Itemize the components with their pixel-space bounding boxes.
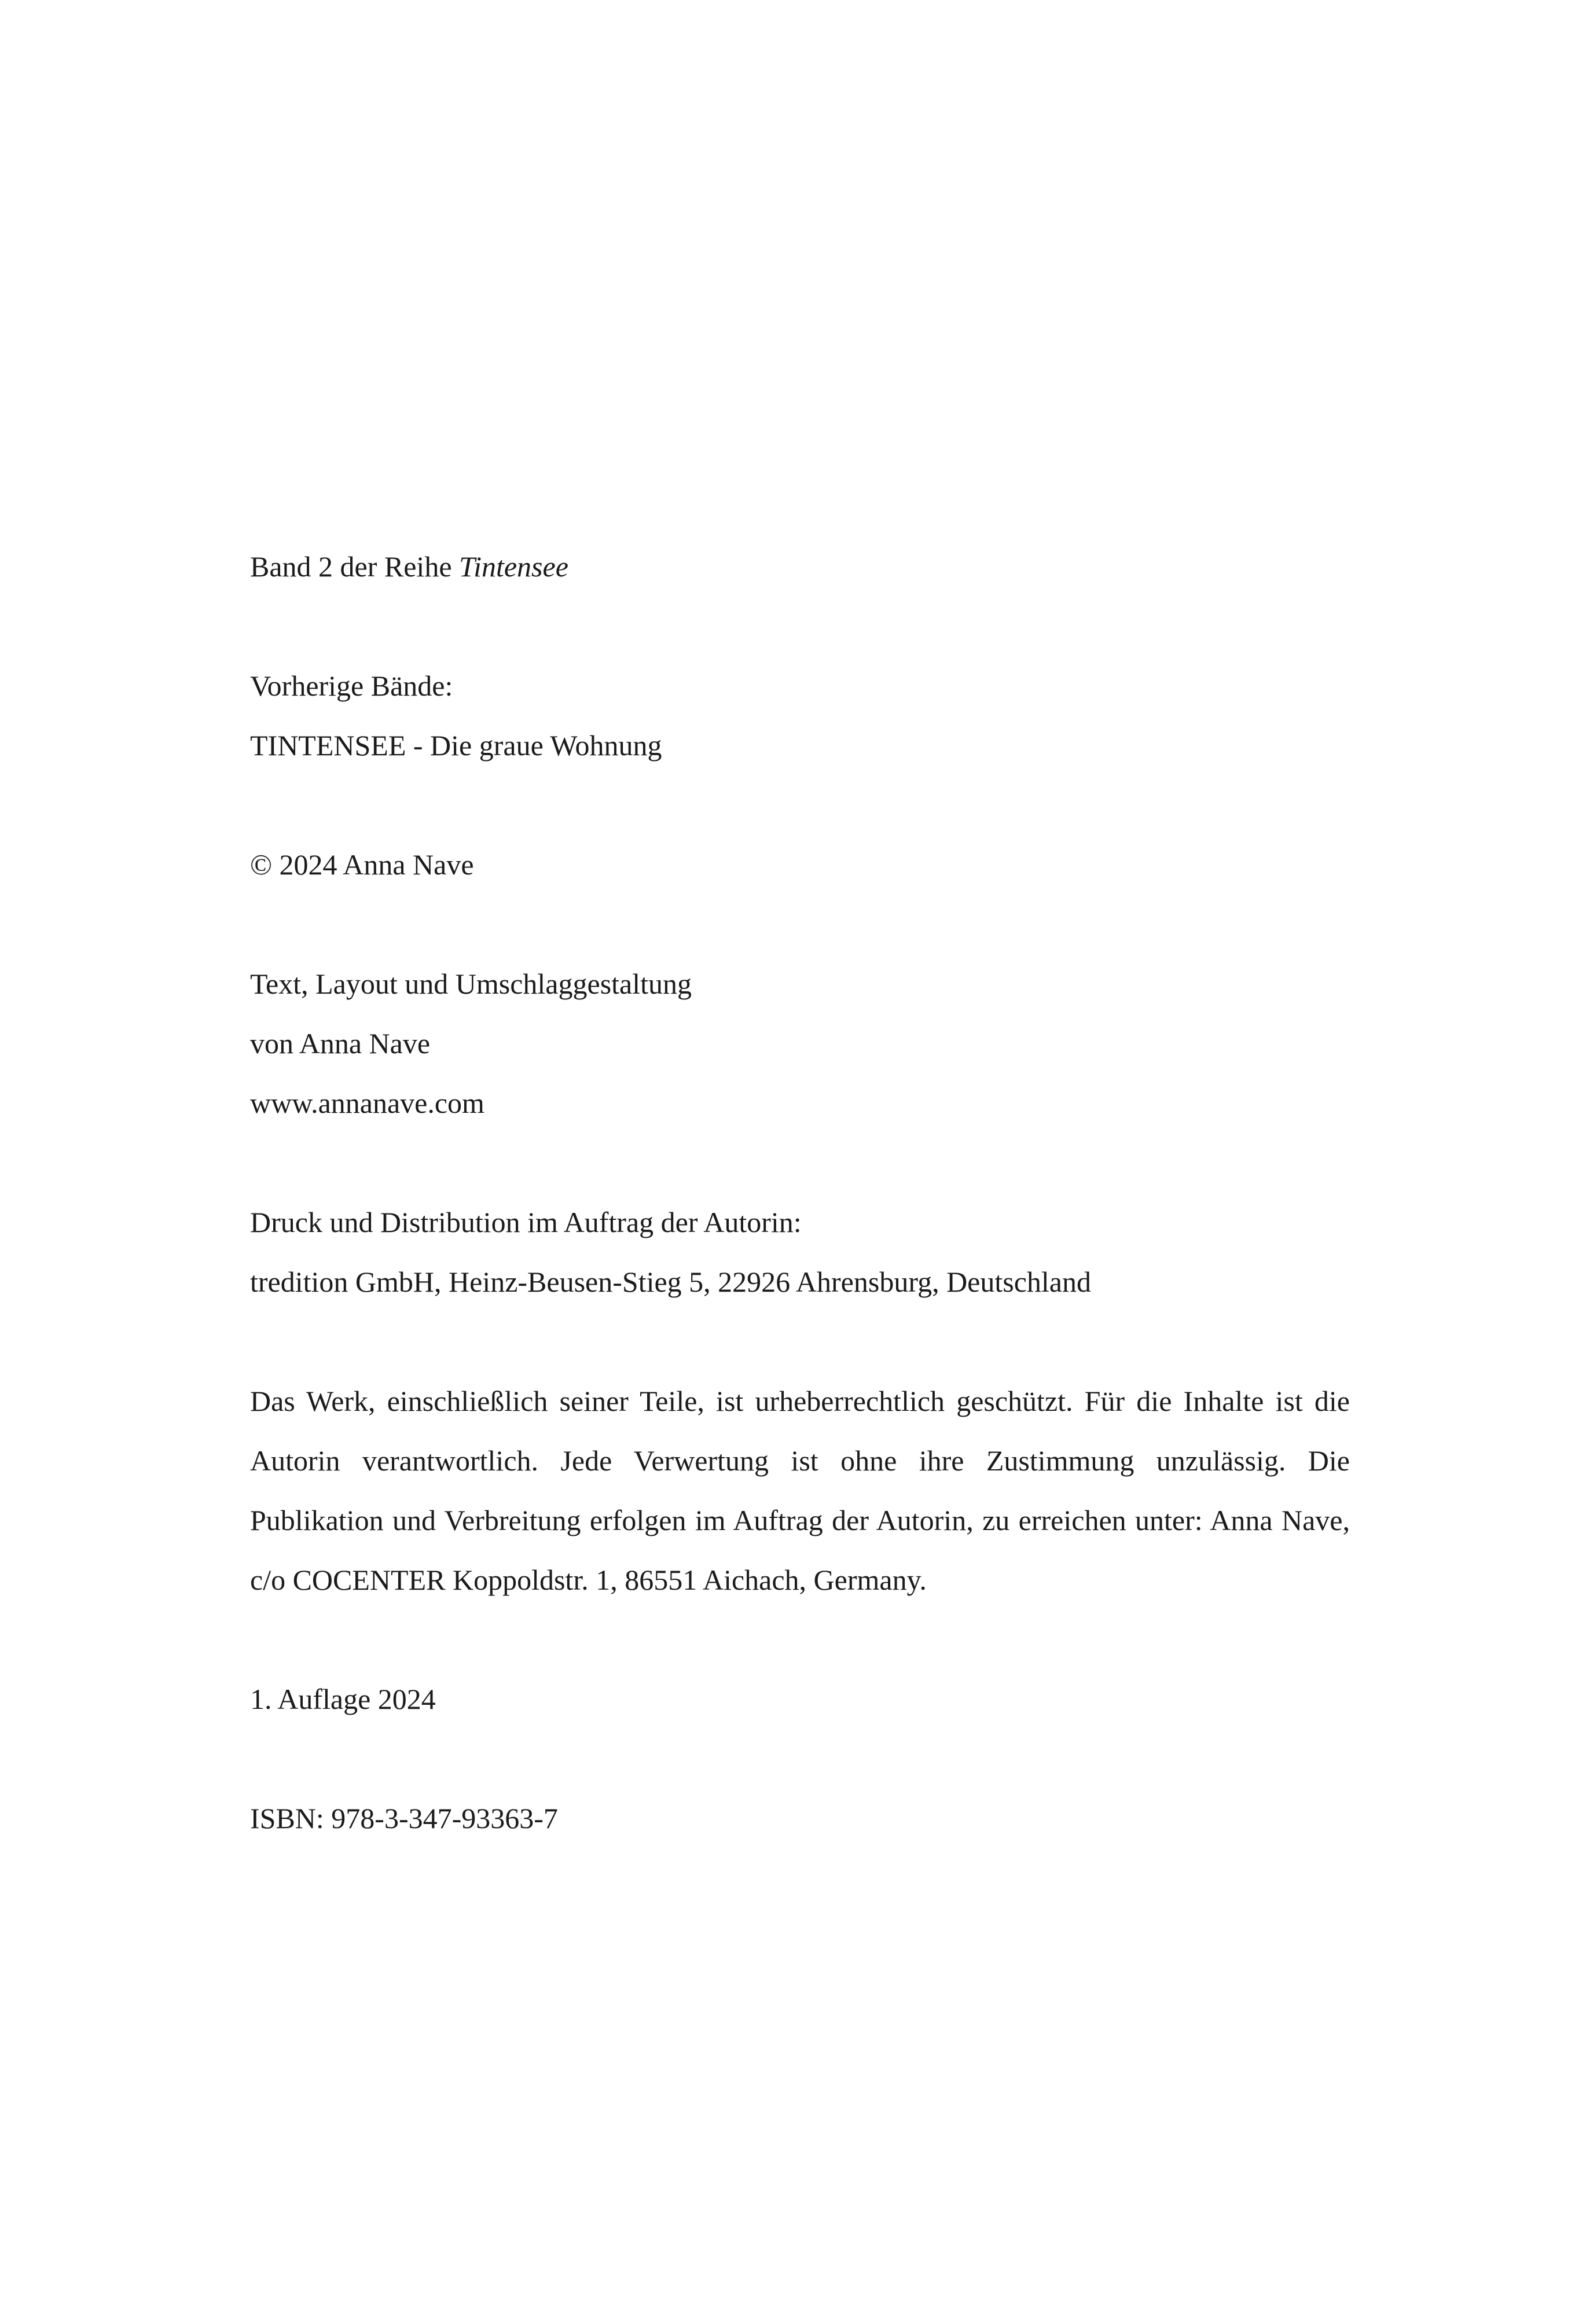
legal-notice: Das Werk, einschließlich seiner Teile, ist urheberrechtlich geschützt. Für die Inhalte ist die Autorin verantwortlich. Jede Verwertung ist ohne ihre Zustimmung unzulässig. Die Publikation und Verbreitung erfolgen im Auftrag der Autorin, zu erreichen unter: Anna Nave, c/o COCENTER Koppoldstr. 1, 86551 Aichach, Germany. [250, 1385, 1350, 1596]
previous-volumes [250, 656, 1350, 775]
copyright-line: © 2024 Anna Nave [250, 848, 474, 881]
print-distribution-intro: Druck und Distribution im Auftrag der Autorin: [250, 1206, 802, 1238]
series-prefix: Band 2 der Reihe [250, 550, 460, 583]
credits-website: www.annanave.com [250, 1087, 484, 1119]
credits-line-1: Text, Layout und Umschlaggestaltung [250, 968, 692, 1000]
print-distribution-address: tredition GmbH, Heinz-Beusen-Stieg 5, 22926 Ahrensburg, Deutschland [250, 1266, 1092, 1298]
isbn-line: ISBN: 978-3-347-93363-7 [250, 1802, 558, 1834]
credits [250, 954, 1350, 1133]
previous-volume-item: TINTENSEE - Die graue Wohnung [250, 729, 662, 762]
previous-volumes-label: Vorherige Bände: [250, 670, 453, 702]
edition-line: 1. Auflage 2024 [250, 1683, 436, 1715]
series-title: Tintensee [459, 550, 568, 583]
imprint-text-block [250, 537, 1350, 1848]
series-line [250, 537, 1350, 597]
print-distribution [250, 1193, 1350, 1312]
credits-line-2: von Anna Nave [250, 1027, 431, 1060]
